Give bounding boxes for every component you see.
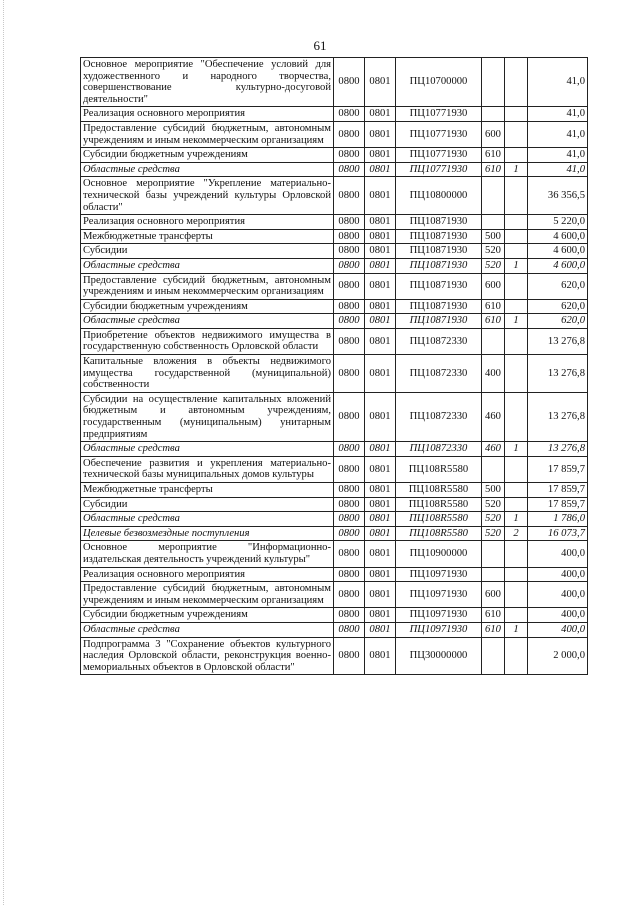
row-subsection-code: 0801 (365, 512, 396, 527)
table-row (81, 148, 588, 163)
table-row (81, 526, 588, 541)
row-expense-type: 460 (482, 392, 505, 441)
row-expense-type: 500 (482, 229, 505, 244)
row-funding-source: 1 (505, 314, 528, 329)
row-name: Обеспечение развития и укрепления материально-технической базы муниципальных домов культуры (81, 456, 334, 482)
row-target-article: ПЦ10872330 (396, 442, 482, 457)
row-subsection-code: 0801 (365, 608, 396, 623)
row-subsection-code: 0801 (365, 215, 396, 230)
row-expense-type: 610 (482, 314, 505, 329)
row-funding-source (505, 121, 528, 147)
row-subsection-code: 0801 (365, 229, 396, 244)
table-row (81, 107, 588, 122)
row-name: Областные средства (81, 442, 334, 457)
row-section-code: 0800 (334, 497, 365, 512)
row-subsection-code: 0801 (365, 177, 396, 215)
table-row (81, 497, 588, 512)
table-row (81, 299, 588, 314)
row-target-article: ПЦ10871930 (396, 273, 482, 299)
row-target-article: ПЦ10871930 (396, 215, 482, 230)
row-subsection-code: 0801 (365, 497, 396, 512)
row-amount: 41,0 (528, 107, 588, 122)
row-amount: 13 276,8 (528, 442, 588, 457)
row-section-code: 0800 (334, 483, 365, 498)
row-name: Областные средства (81, 162, 334, 177)
row-name: Основное мероприятие "Обеспечение условий для художественного и народного творчества, совершенствование культурно-досуговой деятельности" (81, 58, 334, 107)
row-amount: 41,0 (528, 121, 588, 147)
row-amount: 400,0 (528, 622, 588, 637)
row-amount: 1 786,0 (528, 512, 588, 527)
row-amount: 13 276,8 (528, 392, 588, 441)
row-funding-source (505, 456, 528, 482)
row-amount: 4 600,0 (528, 244, 588, 259)
row-section-code: 0800 (334, 215, 365, 230)
row-subsection-code: 0801 (365, 637, 396, 675)
table-row (81, 273, 588, 299)
row-section-code: 0800 (334, 177, 365, 215)
row-target-article: ПЦ10871930 (396, 258, 482, 273)
row-expense-type: 600 (482, 273, 505, 299)
budget-table (80, 57, 588, 675)
row-funding-source (505, 541, 528, 567)
row-section-code: 0800 (334, 121, 365, 147)
table-row (81, 567, 588, 582)
row-target-article: ПЦ10872330 (396, 355, 482, 393)
row-name: Целевые безвозмездные поступления (81, 526, 334, 541)
row-section-code: 0800 (334, 273, 365, 299)
row-expense-type: 610 (482, 162, 505, 177)
row-section-code: 0800 (334, 392, 365, 441)
row-expense-type: 610 (482, 299, 505, 314)
row-funding-source (505, 58, 528, 107)
row-name: Капитальные вложения в объекты недвижимого имущества государственной (муниципальной) собственности (81, 355, 334, 393)
row-name: Подпрограмма 3 "Сохранение объектов культурного наследия Орловской области, реконструкция военно-мемориальных объектов в Орловской области" (81, 637, 334, 675)
row-target-article: ПЦ10800000 (396, 177, 482, 215)
row-expense-type: 520 (482, 258, 505, 273)
table-row (81, 258, 588, 273)
row-name: Основное мероприятие "Укрепление материально-технической базы учреждений культуры Орловской области" (81, 177, 334, 215)
row-funding-source (505, 229, 528, 244)
row-expense-type: 520 (482, 244, 505, 259)
row-target-article: ПЦ10771930 (396, 148, 482, 163)
row-section-code: 0800 (334, 637, 365, 675)
row-amount: 400,0 (528, 567, 588, 582)
row-subsection-code: 0801 (365, 456, 396, 482)
row-name: Реализация основного мероприятия (81, 567, 334, 582)
row-target-article: ПЦ10871930 (396, 314, 482, 329)
table-row (81, 456, 588, 482)
row-section-code: 0800 (334, 355, 365, 393)
row-section-code: 0800 (334, 258, 365, 273)
row-subsection-code: 0801 (365, 328, 396, 354)
row-target-article: ПЦ10872330 (396, 328, 482, 354)
row-target-article: ПЦ108R5580 (396, 483, 482, 498)
row-expense-type: 520 (482, 512, 505, 527)
row-funding-source (505, 148, 528, 163)
row-section-code: 0800 (334, 244, 365, 259)
row-amount: 620,0 (528, 314, 588, 329)
row-amount: 41,0 (528, 162, 588, 177)
row-amount: 620,0 (528, 273, 588, 299)
row-expense-type (482, 58, 505, 107)
row-funding-source (505, 355, 528, 393)
page-number: 61 (313, 38, 327, 53)
row-funding-source: 1 (505, 258, 528, 273)
row-subsection-code: 0801 (365, 622, 396, 637)
row-expense-type: 520 (482, 497, 505, 512)
row-subsection-code: 0801 (365, 244, 396, 259)
row-name: Областные средства (81, 258, 334, 273)
row-target-article: ПЦ10700000 (396, 58, 482, 107)
row-funding-source (505, 582, 528, 608)
table-row (81, 512, 588, 527)
row-funding-source (505, 637, 528, 675)
row-amount: 400,0 (528, 582, 588, 608)
row-amount: 400,0 (528, 541, 588, 567)
row-funding-source (505, 392, 528, 441)
row-name: Субсидии на осуществление капитальных вложений бюджетным и автономным учреждениям, государственным (муниципальным) унитарным предприятиям (81, 392, 334, 441)
row-funding-source: 1 (505, 162, 528, 177)
row-amount: 4 600,0 (528, 229, 588, 244)
row-section-code: 0800 (334, 442, 365, 457)
row-amount: 13 276,8 (528, 355, 588, 393)
row-name: Субсидии бюджетным учреждениям (81, 148, 334, 163)
row-amount: 16 073,7 (528, 526, 588, 541)
row-expense-type: 600 (482, 582, 505, 608)
row-expense-type: 520 (482, 526, 505, 541)
row-subsection-code: 0801 (365, 107, 396, 122)
row-section-code: 0800 (334, 107, 365, 122)
row-amount: 41,0 (528, 148, 588, 163)
row-section-code: 0800 (334, 328, 365, 354)
table-row (81, 442, 588, 457)
row-section-code: 0800 (334, 58, 365, 107)
row-name: Областные средства (81, 622, 334, 637)
row-target-article: ПЦ10871930 (396, 229, 482, 244)
row-amount: 400,0 (528, 608, 588, 623)
row-target-article: ПЦ108R5580 (396, 497, 482, 512)
row-subsection-code: 0801 (365, 148, 396, 163)
row-target-article: ПЦ108R5580 (396, 456, 482, 482)
row-name: Субсидии бюджетным учреждениям (81, 299, 334, 314)
table-row (81, 177, 588, 215)
row-target-article: ПЦ10971930 (396, 582, 482, 608)
row-name: Реализация основного мероприятия (81, 215, 334, 230)
row-funding-source (505, 608, 528, 623)
row-section-code: 0800 (334, 299, 365, 314)
row-expense-type (482, 328, 505, 354)
row-name: Межбюджетные трансферты (81, 483, 334, 498)
row-section-code: 0800 (334, 608, 365, 623)
row-name: Предоставление субсидий бюджетным, автономным учреждениям и иным некоммерческим организациям (81, 582, 334, 608)
row-expense-type (482, 637, 505, 675)
row-target-article: ПЦ10871930 (396, 244, 482, 259)
row-amount: 13 276,8 (528, 328, 588, 354)
row-funding-source: 1 (505, 512, 528, 527)
row-funding-source: 1 (505, 622, 528, 637)
row-section-code: 0800 (334, 162, 365, 177)
row-section-code: 0800 (334, 622, 365, 637)
table-body (81, 58, 588, 675)
row-subsection-code: 0801 (365, 299, 396, 314)
row-expense-type (482, 567, 505, 582)
table-row (81, 121, 588, 147)
row-amount: 17 859,7 (528, 483, 588, 498)
row-expense-type (482, 107, 505, 122)
row-name: Субсидии (81, 244, 334, 259)
row-name: Предоставление субсидий бюджетным, автономным учреждениям и иным некоммерческим организациям (81, 121, 334, 147)
row-section-code: 0800 (334, 582, 365, 608)
row-expense-type (482, 456, 505, 482)
row-target-article: ПЦ108R5580 (396, 526, 482, 541)
row-funding-source: 1 (505, 442, 528, 457)
row-name: Областные средства (81, 512, 334, 527)
row-name: Межбюджетные трансферты (81, 229, 334, 244)
row-expense-type (482, 215, 505, 230)
row-section-code: 0800 (334, 148, 365, 163)
row-subsection-code: 0801 (365, 314, 396, 329)
row-funding-source (505, 497, 528, 512)
row-subsection-code: 0801 (365, 567, 396, 582)
row-section-code: 0800 (334, 526, 365, 541)
table-row (81, 622, 588, 637)
row-section-code: 0800 (334, 567, 365, 582)
row-expense-type: 400 (482, 355, 505, 393)
row-subsection-code: 0801 (365, 273, 396, 299)
row-target-article: ПЦ10971930 (396, 567, 482, 582)
row-target-article: ПЦ10771930 (396, 121, 482, 147)
row-amount: 620,0 (528, 299, 588, 314)
row-subsection-code: 0801 (365, 526, 396, 541)
row-section-code: 0800 (334, 456, 365, 482)
row-expense-type: 610 (482, 148, 505, 163)
table-row (81, 229, 588, 244)
row-subsection-code: 0801 (365, 355, 396, 393)
row-funding-source (505, 299, 528, 314)
row-amount: 2 000,0 (528, 637, 588, 675)
row-funding-source: 2 (505, 526, 528, 541)
row-target-article: ПЦ10771930 (396, 107, 482, 122)
row-subsection-code: 0801 (365, 121, 396, 147)
row-name: Приобретение объектов недвижимого имущества в государственную собственность Орловской области (81, 328, 334, 354)
row-name: Субсидии (81, 497, 334, 512)
table-row (81, 392, 588, 441)
table-row (81, 637, 588, 675)
row-target-article: ПЦ10971930 (396, 608, 482, 623)
row-amount: 41,0 (528, 58, 588, 107)
table-row (81, 162, 588, 177)
row-target-article: ПЦ10971930 (396, 622, 482, 637)
row-name: Областные средства (81, 314, 334, 329)
row-subsection-code: 0801 (365, 442, 396, 457)
row-amount: 5 220,0 (528, 215, 588, 230)
row-section-code: 0800 (334, 541, 365, 567)
table-row (81, 328, 588, 354)
row-subsection-code: 0801 (365, 483, 396, 498)
row-target-article: ПЦ10871930 (396, 299, 482, 314)
row-target-article: ПЦ30000000 (396, 637, 482, 675)
table-row (81, 355, 588, 393)
row-name: Предоставление субсидий бюджетным, автономным учреждениям и иным некоммерческим организациям (81, 273, 334, 299)
page-edge-mark (3, 0, 5, 905)
row-amount: 17 859,7 (528, 456, 588, 482)
row-name: Субсидии бюджетным учреждениям (81, 608, 334, 623)
row-funding-source (505, 328, 528, 354)
table-row (81, 215, 588, 230)
row-amount: 17 859,7 (528, 497, 588, 512)
row-funding-source (505, 215, 528, 230)
row-funding-source (505, 483, 528, 498)
row-funding-source (505, 567, 528, 582)
table-row (81, 608, 588, 623)
row-funding-source (505, 177, 528, 215)
row-expense-type: 610 (482, 608, 505, 623)
row-subsection-code: 0801 (365, 541, 396, 567)
table-row (81, 244, 588, 259)
row-name: Реализация основного мероприятия (81, 107, 334, 122)
row-target-article: ПЦ10872330 (396, 392, 482, 441)
row-section-code: 0800 (334, 512, 365, 527)
row-expense-type (482, 177, 505, 215)
row-name: Основное мероприятие "Информационно-издательская деятельность учреждений культуры" (81, 541, 334, 567)
row-expense-type (482, 541, 505, 567)
table-row (81, 483, 588, 498)
row-expense-type: 500 (482, 483, 505, 498)
row-amount: 36 356,5 (528, 177, 588, 215)
row-amount: 4 600,0 (528, 258, 588, 273)
row-funding-source (505, 244, 528, 259)
row-section-code: 0800 (334, 229, 365, 244)
row-subsection-code: 0801 (365, 582, 396, 608)
row-target-article: ПЦ10771930 (396, 162, 482, 177)
table-row (81, 58, 588, 107)
row-subsection-code: 0801 (365, 258, 396, 273)
table-row (81, 582, 588, 608)
row-expense-type: 610 (482, 622, 505, 637)
row-subsection-code: 0801 (365, 58, 396, 107)
row-target-article: ПЦ108R5580 (396, 512, 482, 527)
row-subsection-code: 0801 (365, 162, 396, 177)
row-target-article: ПЦ10900000 (396, 541, 482, 567)
row-section-code: 0800 (334, 314, 365, 329)
row-expense-type: 460 (482, 442, 505, 457)
row-subsection-code: 0801 (365, 392, 396, 441)
table-row (81, 314, 588, 329)
row-funding-source (505, 273, 528, 299)
row-funding-source (505, 107, 528, 122)
table-row (81, 541, 588, 567)
row-expense-type: 600 (482, 121, 505, 147)
